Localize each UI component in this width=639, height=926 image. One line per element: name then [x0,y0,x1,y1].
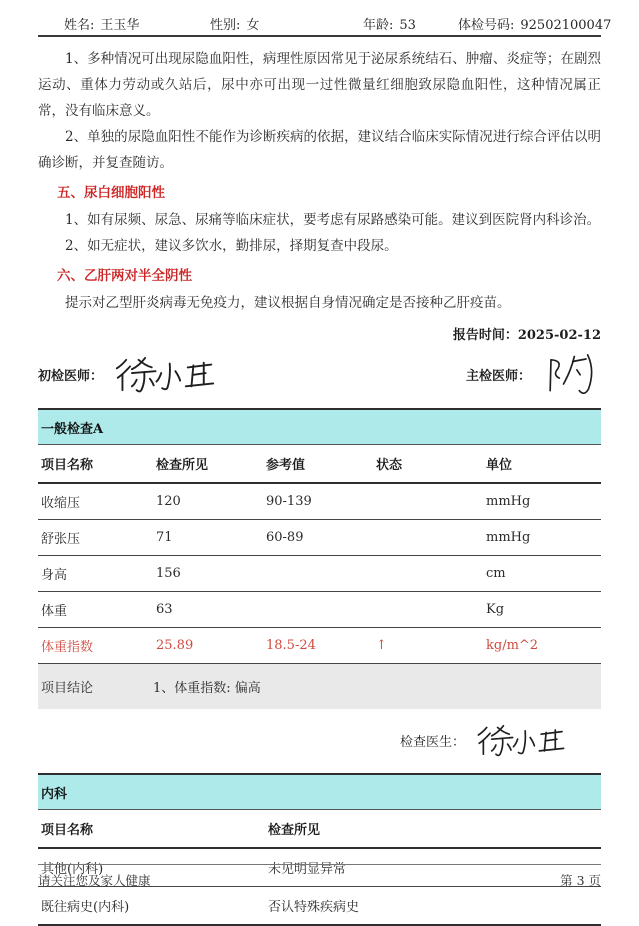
report-time-label: 报告时间： [452,328,518,343]
item-finding: 71 [153,520,263,556]
general-exam-section [38,408,601,763]
exam-number-field [458,14,611,33]
item-unit: Kg [483,592,601,628]
item-unit: cm [483,556,601,592]
item-name: 体重指数 [38,628,153,664]
item-status [373,520,483,556]
item-name: 其他(内科) [38,848,265,887]
examiner-row [38,717,601,763]
table-header-row [38,810,601,848]
chief-doctor [466,349,601,399]
item-finding: 120 [153,483,263,520]
patient-header [38,10,612,37]
examiner-label: 检查医生： [399,734,465,750]
table-row [38,556,601,592]
table-row [38,887,601,926]
table-row [38,483,601,520]
conclusion-text: 1、体重指数: 偏高 [153,681,261,696]
item-reference [263,592,373,628]
item-reference: 60-89 [263,520,373,556]
table-row [38,592,601,628]
item-name: 身高 [38,556,153,592]
gender-value: 女 [246,18,260,33]
patient-gender-field [210,14,259,33]
page-footer [38,864,601,889]
item-name: 既往病史(内科) [38,887,265,926]
col-status: 状态 [373,445,483,483]
report-time-value: 2025-02-12 [517,328,601,343]
advice-item: 1、如有尿频、尿急、尿痛等临床症状，要考虑有尿路感染可能。建议到医院肾内科诊治。 [65,212,601,228]
item-reference [263,556,373,592]
item-finding: 63 [153,592,263,628]
first-doctor [38,352,217,396]
advice-item: 2、如无症状，建议多饮水，勤排尿，择期复查中段尿。 [65,238,398,254]
item-name: 体重 [38,592,153,628]
item-finding: 否认特殊疾病史 [265,887,601,926]
age-label: 年龄: [363,18,394,33]
col-reference: 参考值 [263,445,373,483]
col-finding: 检查所见 [153,445,263,483]
section-heading-urine-wbc: 五、尿白细胞阳性 [57,185,165,201]
footer-slogan: 请关注您及家人健康 [38,873,151,888]
item-status [373,483,483,520]
internal-medicine-section [38,773,601,926]
chief-doctor-label: 主检医师： [465,368,531,384]
exam-number-label: 体检号码: [458,18,515,33]
col-item-name: 项目名称 [38,810,265,848]
table-row-abnormal [38,628,601,664]
gender-label: 性别: [210,18,241,33]
table-row [38,520,601,556]
examiner-signature [475,720,567,760]
conclusion-row [38,664,601,709]
general-exam-table [38,445,601,664]
item-unit: mmHg [483,520,601,556]
patient-age-field [363,14,416,33]
name-value: 王玉华 [100,18,140,33]
first-doctor-signature [113,352,217,396]
section-heading-hbv: 六、乙肝两对半全阴性 [57,268,192,284]
doctors-row [38,348,601,400]
first-doctor-label: 初检医师： [38,368,104,384]
col-unit: 单位 [483,445,601,483]
internal-medicine-section-title: 内科 [38,773,601,810]
general-exam-section-title: 一般检查A [38,408,601,445]
up-arrow-status: ↑ [373,628,483,664]
chief-doctor-signature [541,349,601,399]
col-finding: 检查所见 [265,810,601,848]
item-finding: 156 [153,556,263,592]
table-header-row [38,445,601,483]
item-reference: 90-139 [263,483,373,520]
report-time [38,324,601,348]
age-value: 53 [399,18,416,33]
item-finding: 25.89 [153,628,263,664]
item-reference: 18.5-24 [263,628,373,664]
conclusion-label: 项目结论 [41,681,94,696]
item-status [373,592,483,628]
item-name: 收缩压 [38,483,153,520]
advice-item: 提示对乙型肝炎病毒无免疫力，建议根据自身情况确定是否接种乙肝疫苗。 [65,295,511,311]
patient-name-field [64,14,139,33]
col-item-name: 项目名称 [38,445,153,483]
exam-number-value: 92502100047 [520,18,612,33]
item-status [373,556,483,592]
advice-paragraph: 1、多种情况可出现尿隐血阳性，病理性原因常见于泌尿系统结石、肿瘤、炎症等；在剧烈运动、重体力劳动或久站后，尿中亦可出现一过性微量红细胞致尿隐血阳性，这种情况属正常，没有临床意义。 [38,51,601,119]
report-body [38,46,601,926]
item-finding: 未见明显异常 [265,848,601,887]
item-unit: mmHg [483,483,601,520]
advice-paragraph: 2、单独的尿隐血阳性不能作为诊断疾病的依据，建议结合临床实际情况进行综合评估以明确诊断，并复查随访。 [38,129,601,171]
item-unit: kg/m^2 [483,628,601,664]
page-number: 第 3 页 [560,873,601,888]
name-label: 姓名: [64,18,95,33]
item-name: 舒张压 [38,520,153,556]
